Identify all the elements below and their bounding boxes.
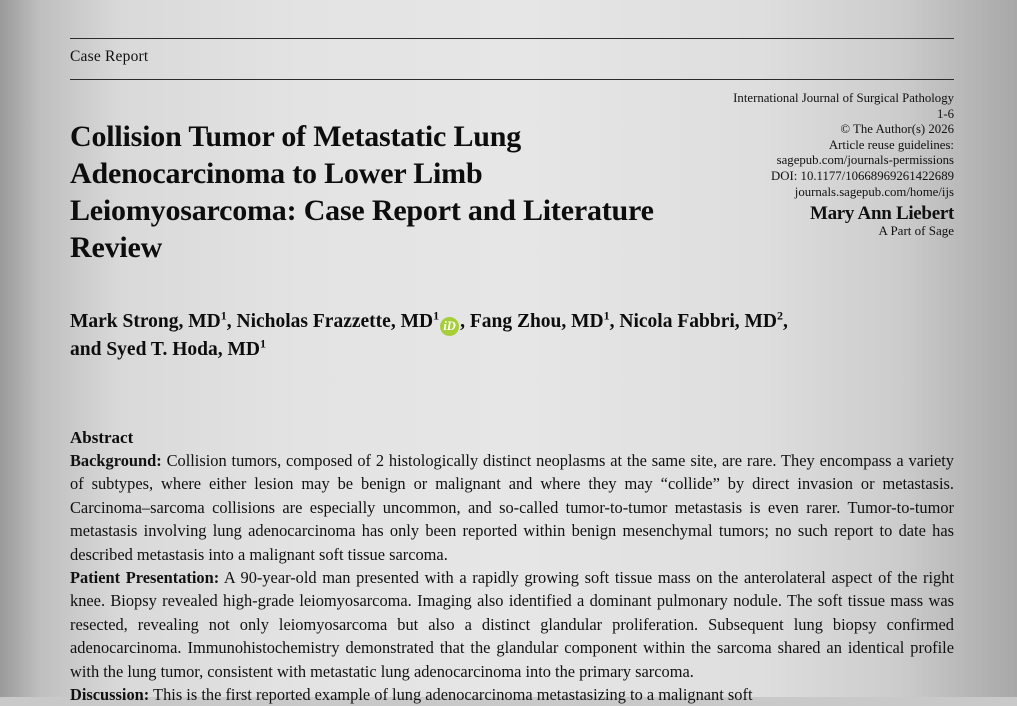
author-affiliation-4: 2 bbox=[777, 308, 783, 323]
author-separator: , bbox=[783, 311, 788, 332]
header-rule-bottom bbox=[70, 79, 954, 80]
publisher-logo: Mary Ann Liebert bbox=[809, 203, 954, 225]
page-range: 1-6 bbox=[936, 106, 954, 121]
copyright: © The Author(s) 2026 bbox=[840, 122, 954, 137]
orcid-icon[interactable]: iD bbox=[440, 317, 459, 336]
author-name-5: and Syed T. Hoda, MD bbox=[70, 339, 260, 360]
abstract-heading: Abstract bbox=[70, 428, 134, 447]
author-name-2: , Nicholas Frazzette, MD bbox=[226, 311, 434, 332]
abstract-patient-label: Patient Presentation: bbox=[70, 568, 220, 588]
abstract-discussion-paragraph bbox=[70, 683, 954, 706]
abstract-body bbox=[70, 449, 954, 706]
author-list bbox=[70, 308, 960, 363]
section-label: Case Report bbox=[70, 48, 149, 65]
author-affiliation-2: 1 bbox=[433, 308, 440, 323]
abstract-patient-paragraph bbox=[70, 566, 954, 683]
journal-name: International Journal of Surgical Pathology bbox=[733, 91, 954, 105]
publisher-sublabel: A Part of Sage bbox=[878, 222, 954, 238]
author-name-4: , Nicola Fabbri, MD bbox=[609, 311, 777, 332]
abstract-background-label: Background: bbox=[70, 451, 162, 470]
author-name-1: Mark Strong, MD bbox=[70, 311, 221, 332]
header-rule-top bbox=[70, 38, 954, 39]
abstract-discussion-label: Discussion: bbox=[70, 685, 150, 705]
reuse-guidelines-link[interactable]: sagepub.com/journals-permissions bbox=[776, 153, 954, 168]
author-name-3: , Fang Zhou, MD bbox=[460, 311, 604, 332]
reuse-guidelines-label: Article reuse guidelines: bbox=[828, 137, 954, 152]
author-affiliation-3: 1 bbox=[603, 308, 610, 323]
author-affiliation-5: 1 bbox=[260, 336, 266, 351]
page-title: Collision Tumor of Metastatic Lung Adenocarcinoma to Lower Limb Leiomyosarcoma: Case Report and Literature Review bbox=[70, 120, 654, 265]
author-affiliation-1: 1 bbox=[220, 308, 227, 323]
abstract-background-text: Collision tumors, composed of 2 histologically distinct neoplasms at the same site, are rare. They encompass a variety of subtypes, where either lesion may be benign or malignant and where they may “collide” by direct invasion or metastasis. Carcinoma–sarcoma collisions are especially uncommon, and so-called tumor-to-tumor metastasis is even rarer. Tumor-to-tumor metastasis involving lung adenocarcinoma has only been reported within benign mesenchymal tumors; no such report to date has described metastasis into a malignant soft tissue sarcoma. bbox=[70, 451, 954, 564]
abstract-discussion-text: This is the first reported example of lung adenocarcinoma metastasizing to a malignant soft bbox=[149, 685, 753, 705]
abstract-patient-text: A 90-year-old man presented with a rapidly growing soft tissue mass on the anterolateral aspect of the right knee. Biopsy revealed high-grade leiomyosarcoma. Imaging also identified a dominant pulmonary nodule. The soft tissue mass was resected, revealing not only leiomyosarcoma but also a distinct glandular proliferation. Subsequent lung biopsy confirmed adenocarcinoma. Immunohistochemistry demonstrated that the glandular component within the sarcoma shared an identical profile with the lung tumor, consistent with metastatic lung adenocarcinoma into the primary sarcoma. bbox=[70, 568, 954, 681]
abstract-background-paragraph bbox=[70, 449, 954, 566]
journal-metadata-block bbox=[654, 91, 954, 238]
doi[interactable]: DOI: 10.1177/10668969261422689 bbox=[771, 168, 954, 183]
journal-homepage-link[interactable]: journals.sagepub.com/home/ijs bbox=[794, 184, 954, 199]
